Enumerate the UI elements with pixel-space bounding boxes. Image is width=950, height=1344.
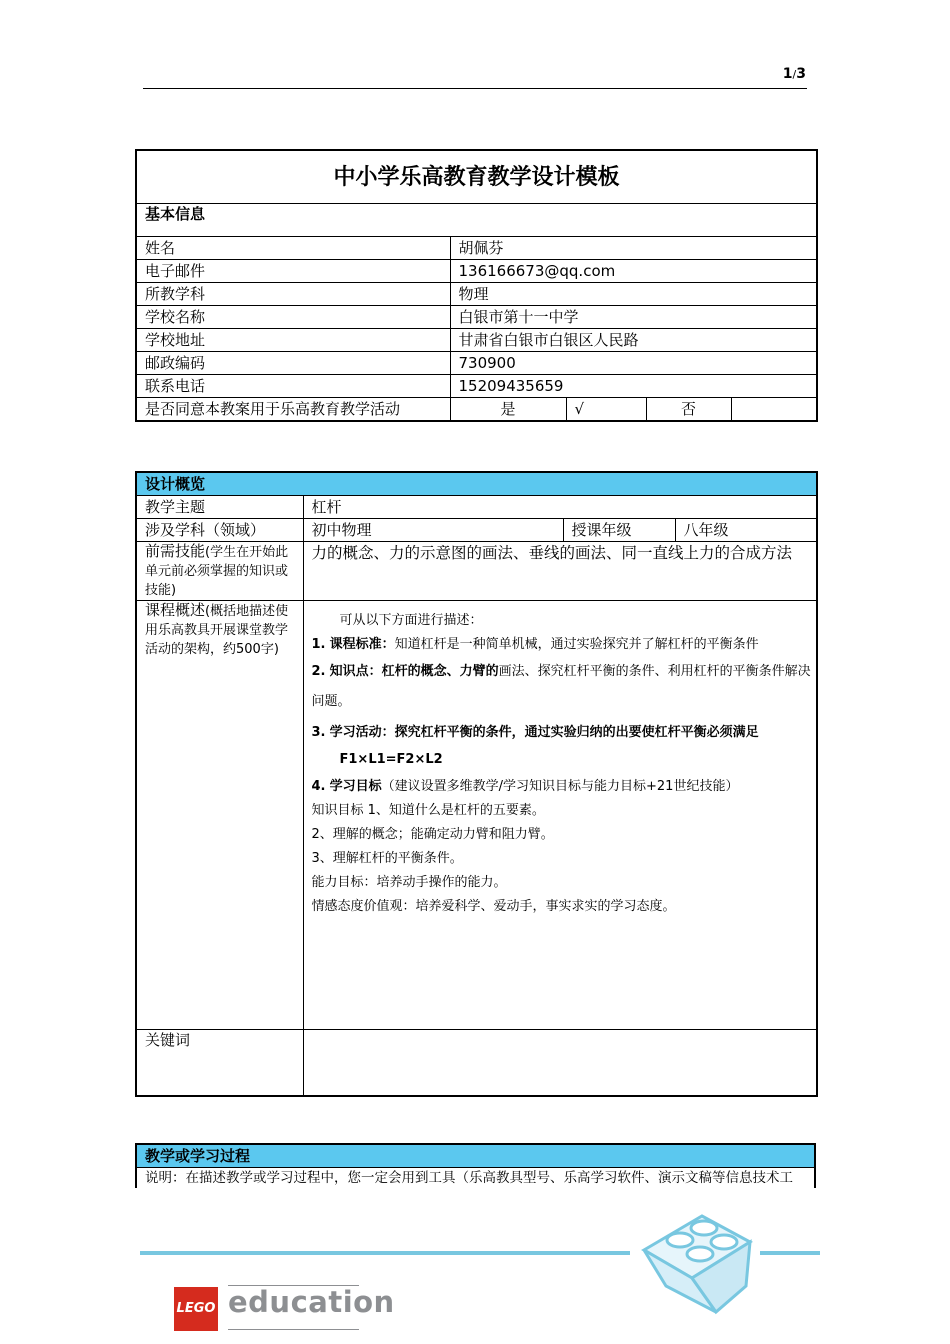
- section-process: 教学或学习过程: [136, 1144, 815, 1168]
- topic-label: 教学主题: [136, 496, 303, 519]
- knowledge-goal-2: 2、理解的概念；能确定动力臂和阻力臂。: [311, 827, 554, 842]
- consent-no-label: 否: [646, 398, 731, 422]
- overview-intro: 可从以下方面进行描述：: [339, 613, 483, 628]
- overview-item-1: 1. 课程标准：知道杠杆是一种简单机械，通过实验探究并了解杠杆的平衡条件: [311, 637, 759, 652]
- table-row: [136, 496, 817, 519]
- phone-value: 15209435659: [450, 375, 817, 398]
- overview-content: [303, 601, 817, 1030]
- topic-value: 杠杆: [303, 496, 817, 519]
- overview-label: 课程概述: [145, 601, 206, 619]
- header-rule: [143, 88, 807, 89]
- table-row: [136, 519, 817, 542]
- table-row: [136, 283, 817, 306]
- ability-goal: 能力目标：培养动手操作的能力。: [311, 875, 507, 890]
- emotion-goal: 情感态度价值观：培养爱科学、爱动手，事实求实的学习态度。: [311, 899, 676, 914]
- address-value: 甘肃省白银市白银区人民路: [450, 329, 817, 352]
- address-label: 学校地址: [136, 329, 450, 352]
- email-value: 136166673@qq.com: [450, 260, 817, 283]
- postcode-label: 邮政编码: [136, 352, 450, 375]
- subject-label: 所教学科: [136, 283, 450, 306]
- table-row: [136, 329, 817, 352]
- overview-label-cell: [136, 601, 303, 1030]
- overview-item-3: 3. 学习活动：探究杠杆平衡的条件，通过实验归纳的出要使杠杆平衡必须满足: [311, 725, 759, 740]
- consent-row: [136, 398, 817, 422]
- table-row: [136, 306, 817, 329]
- skills-label-cell: [136, 542, 303, 601]
- consent-label: 是否同意本教案用于乐高教育教学活动: [136, 398, 450, 422]
- table-row: [136, 542, 817, 601]
- lego-brick-icon: [630, 1190, 760, 1320]
- phone-label: 联系电话: [136, 375, 450, 398]
- knowledge-goal-3: 3、理解杠杆的平衡条件。: [311, 851, 463, 866]
- table-row: [136, 601, 817, 1030]
- overview-item-4: 4. 学习目标（建议设置多维教学/学习知识目标与能力目标+21世纪技能）: [311, 779, 739, 794]
- process-table: [135, 1143, 816, 1188]
- postcode-value: 730900: [450, 352, 817, 375]
- table-row: [136, 260, 817, 283]
- education-wordmark: education: [228, 1285, 395, 1319]
- overview-hint: (概括地描述使用乐高教具开展课堂教学活动的架构，约500字): [145, 604, 289, 657]
- basic-info-table: [135, 149, 818, 422]
- lego-logo-icon: LEGO: [174, 1287, 218, 1331]
- grade-value: 八年级: [675, 519, 817, 542]
- grade-label: 授课年级: [563, 519, 675, 542]
- skills-label: 前需技能: [145, 542, 206, 560]
- page-number: 1/3: [782, 66, 806, 82]
- section-design-overview: 设计概览: [136, 472, 817, 496]
- overview-formula: F1×L1=F2×L2: [339, 752, 443, 767]
- consent-no-check[interactable]: [731, 398, 817, 422]
- process-note: 说明：在描述教学或学习过程中，您一定会用到工具（乐高教具型号、乐高学习软件、演示文稿等信息技术工: [136, 1168, 815, 1189]
- subject-area-value: 初中物理: [303, 519, 563, 542]
- table-row: [136, 375, 817, 398]
- consent-yes-label: 是: [450, 398, 566, 422]
- consent-yes-check[interactable]: √: [566, 398, 646, 422]
- subject-value: 物理: [450, 283, 817, 306]
- school-value: 白银市第十一中学: [450, 306, 817, 329]
- overview-item-2: 2. 知识点：杠杆的概念、力臂的画法、探究杠杆平衡的条件、利用杠杆的平衡条件解决问题。: [311, 664, 811, 709]
- skills-hint: (学生在开始此单元前必须掌握的知识或技能): [145, 545, 289, 598]
- knowledge-goal-1: 知识目标 1、知道什么是杠杆的五要素。: [311, 803, 545, 818]
- school-label: 学校名称: [136, 306, 450, 329]
- skills-value: 力的概念、力的示意图的画法、垂线的画法、同一直线上力的合成方法: [303, 542, 817, 601]
- table-row: [136, 1030, 817, 1097]
- keywords-label: 关键词: [136, 1030, 303, 1097]
- table-row: [136, 237, 817, 260]
- logo-rule-bottom: [228, 1329, 359, 1330]
- name-value: 胡佩芬: [450, 237, 817, 260]
- email-label: 电子邮件: [136, 260, 450, 283]
- name-label: 姓名: [136, 237, 450, 260]
- subject-area-label: 涉及学科（领域）: [136, 519, 303, 542]
- design-overview-table: [135, 471, 818, 1097]
- keywords-value: [303, 1030, 817, 1097]
- table-row: [136, 352, 817, 375]
- section-basic-info: 基本信息: [136, 204, 817, 237]
- document-title: 中小学乐高教育教学设计模板: [136, 150, 817, 204]
